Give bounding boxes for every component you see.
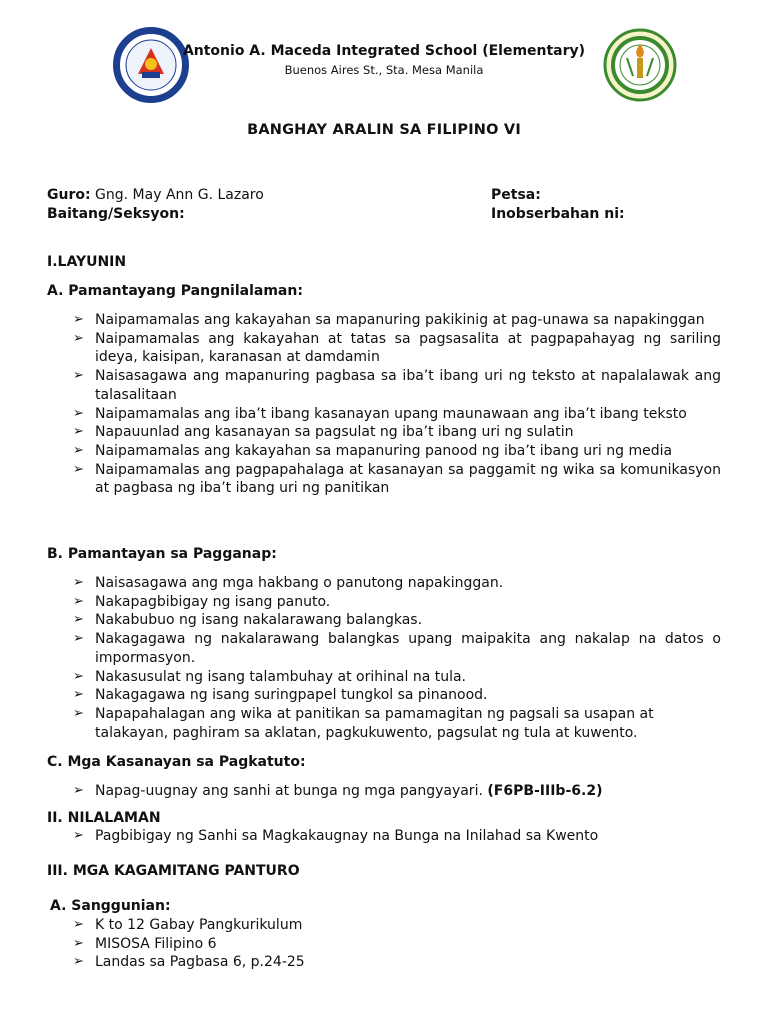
competency-code: (F6PB-IIIb-6.2)	[487, 783, 603, 799]
arrow-bullet-icon: ➢	[73, 461, 84, 477]
arrow-bullet-icon: ➢	[73, 424, 84, 440]
inobserbahan-label: Inobserbahan ni:	[491, 206, 625, 222]
sanggunian-list	[73, 916, 721, 972]
arrow-bullet-icon: ➢	[73, 612, 84, 628]
arrow-bullet-icon: ➢	[73, 442, 84, 458]
arrow-bullet-icon: ➢	[73, 668, 84, 684]
pagganap-list	[73, 574, 721, 742]
list-item: ➢ Landas sa Pagbasa 6, p.24-25	[73, 954, 305, 971]
list-item: ➢ Pagbibigay ng Sanhi sa Magkakaugnay na Bunga na Inilahad sa Kwento	[73, 828, 599, 844]
arrow-bullet-icon: ➢	[73, 687, 84, 703]
guro-label: Guro:	[47, 187, 91, 203]
list-item: ➢ Nakabubuo ng isang nakalarawang balangkas.	[73, 612, 423, 629]
arrow-bullet-icon: ➢	[73, 312, 84, 327]
nilalaman-heading: II. NILALAMAN	[47, 810, 161, 826]
list-item: ➢ Nakagagawa ng isang suringpapel tungkol sa pinanood.	[73, 687, 488, 704]
school-name: Antonio A. Maceda Integrated School (Elementary)	[182, 43, 586, 59]
sanggunian-heading: A. Sanggunian:	[50, 898, 171, 914]
guro-line	[47, 186, 264, 205]
arrow-bullet-icon: ➢	[73, 783, 84, 798]
list-item: ➢ Nakagagawa ng nakalarawang balangkas upang maipakita ang nakalap na datos o impormasyon.	[73, 631, 721, 666]
pamantayan-sa-pagganap-heading: B. Pamantayan sa Pagganap:	[47, 546, 277, 562]
list-item: ➢ Napag-uugnay ang sanhi at bunga ng mga pangyayari. (F6PB-IIIb-6.2)	[73, 783, 603, 799]
petsa-label: Petsa:	[491, 187, 541, 203]
guro-value: Gng. May Ann G. Lazaro	[95, 187, 264, 203]
list-item: ➢ Naipamamalas ang pagpapahalaga at kasanayan sa paggamit ng wika sa komunikasyon at pagbasa ng iba’t ibang uri ng panitikan	[73, 461, 721, 497]
school-address: Buenos Aires St., Sta. Mesa Manila	[284, 63, 484, 77]
list-item: ➢ Nakasusulat ng isang talambuhay at orihinal na tula.	[73, 668, 467, 685]
list-item: ➢ Naisasagawa ang mapanuring pagbasa sa iba’t ibang uri ng teksto at napalalawak ang talasalitaan	[73, 368, 721, 403]
nilalaman-list	[73, 827, 721, 846]
list-item: ➢ Naipamamalas ang iba’t ibang kasanayan upang maunawaan ang iba’t ibang teksto	[73, 405, 687, 422]
kasanayan-list	[73, 782, 721, 801]
arrow-bullet-icon: ➢	[73, 368, 84, 384]
arrow-bullet-icon: ➢	[73, 705, 84, 721]
kagamitan-heading: III. MGA KAGAMITANG PANTURO	[47, 863, 300, 879]
arrow-bullet-icon: ➢	[73, 828, 84, 843]
school-seal-icon	[603, 28, 677, 102]
layunin-heading: I.LAYUNIN	[47, 254, 127, 270]
arrow-bullet-icon: ➢	[73, 935, 84, 951]
arrow-bullet-icon: ➢	[73, 917, 84, 932]
pamantayang-pangnilalaman-heading: A. Pamantayang Pangnilalaman:	[47, 283, 303, 299]
document-title: BANGHAY ARALIN SA FILIPINO VI	[247, 122, 521, 138]
pangnilalaman-list	[73, 311, 721, 498]
list-item: ➢ MISOSA Filipino 6	[73, 935, 217, 952]
kasanayan-heading: C. Mga Kasanayan sa Pagkatuto:	[47, 754, 306, 770]
arrow-bullet-icon: ➢	[73, 593, 84, 609]
list-item: ➢ K to 12 Gabay Pangkurikulum	[73, 917, 303, 933]
arrow-bullet-icon: ➢	[73, 954, 84, 970]
list-item: ➢ Napauunlad ang kasanayan sa pagsulat ng iba’t ibang uri ng sulatin	[73, 424, 574, 441]
list-item: ➢ Naipamamalas ang kakayahan sa mapanuring panood ng iba’t ibang uri ng media	[73, 442, 673, 459]
arrow-bullet-icon: ➢	[73, 405, 84, 421]
baitang-label: Baitang/Seksyon:	[47, 206, 185, 222]
arrow-bullet-icon: ➢	[73, 631, 84, 647]
list-item: ➢ Naipamamalas ang kakayahan sa mapanuring pakikinig at pag-unawa sa napakinggan	[73, 312, 705, 328]
list-item: ➢ Napapahalagan ang wika at panitikan sa pamamagitan ng pagsali sa usapan at talakayan, paghiram sa aklatan, pagkukuwento, pagsulat ng tula at kuwento.	[73, 705, 654, 741]
list-item: ➢ Naipamamalas ang kakayahan at tatas sa pagsasalita at pagpapahayag ng sariling ideya, kaisipan, karanasan at damdamin	[73, 330, 721, 366]
arrow-bullet-icon: ➢	[73, 575, 84, 590]
list-item: ➢ Nakapagbibigay ng isang panuto.	[73, 593, 331, 610]
list-item: ➢ Naisasagawa ang mga hakbang o panutong napakinggan.	[73, 575, 504, 591]
arrow-bullet-icon: ➢	[73, 330, 84, 346]
